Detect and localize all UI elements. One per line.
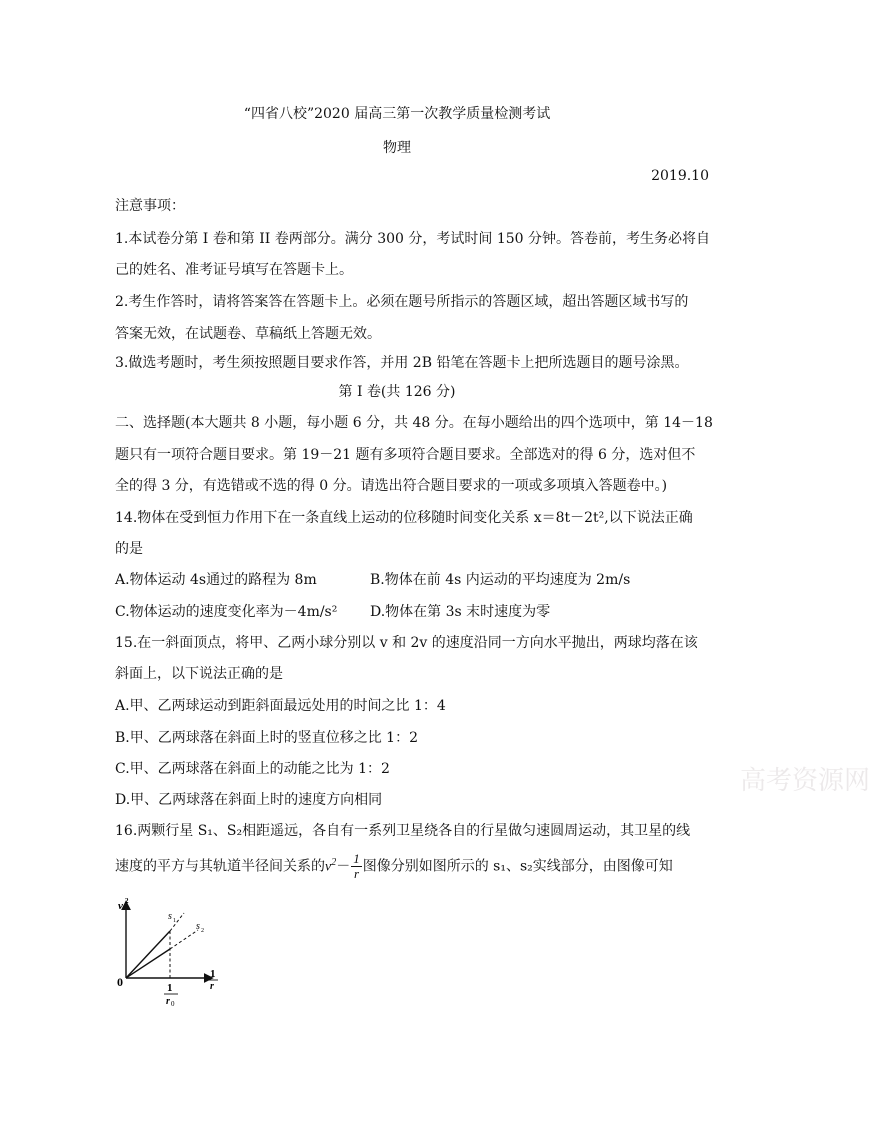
exam-title: “四省八校”2020 届高三第一次教学质量检测考试 — [243, 106, 551, 122]
q15-stem-line-2: 斜面上，以下说法正确的是 — [115, 666, 283, 682]
notice-item-2-line-2: 答案无效，在试题卷、草稿纸上答题无效。 — [115, 326, 381, 342]
s2-label: s — [196, 921, 200, 932]
q16-stem-line-1: 16.两颗行星 S₁、S₂相距遥远，各自有一系列卫星绕各自的行星做匀速圆周运动，其卫星的线 — [115, 823, 691, 839]
tick-label-numerator: 1 — [167, 982, 173, 994]
subject-title: 物理 — [383, 140, 411, 156]
s1-label: s — [168, 911, 172, 922]
s1-solid-line — [126, 931, 170, 978]
q15-option-b: B.甲、乙两球落在斜面上时的竖直位移之比 1：2 — [115, 730, 419, 746]
q15-stem-line-1: 15.在一斜面顶点，将甲、乙两小球分别以 v 和 2v 的速度沿同一方向水平抛出，两球均落在该 — [115, 635, 698, 651]
q14-option-a: A.物体运动 4s通过的路程为 8m — [115, 572, 317, 588]
notice-item-1-line-2: 己的姓名、准考证号填写在答题卡上。 — [115, 262, 353, 278]
q15-option-c: C.甲、乙两球落在斜面上的动能之比为 1：2 — [115, 761, 390, 777]
notice-item-3: 3.做选考题时，考生须按照题目要求作答，并用 2B 铅笔在答题卡上把所选题目的题号涂黑。 — [115, 355, 689, 371]
q16-stem-line-2-prefix: 速度的平方与其轨道半径间关系的 — [115, 858, 325, 875]
v2-vs-inverse-r-graph — [108, 895, 248, 1025]
notice-heading: 注意事项： — [115, 198, 185, 214]
section-title: 第 I 卷(共 126 分) — [338, 384, 456, 400]
tick-label-denominator: r — [166, 996, 170, 1007]
formula-v: v — [325, 859, 332, 875]
formula-fraction-numerator: 1 — [353, 851, 360, 867]
notice-item-1-line-1: 1.本试卷分第 I 卷和第 II 卷两部分。满分 300 分，考试时间 150 分钟。答卷前，考生务必将自 — [115, 231, 710, 247]
x-axis-label-numerator: 1 — [210, 968, 216, 980]
watermark: 高考资源网 — [740, 766, 870, 796]
q14-stem-line-1: 14.物体在受到恒力作用下在一条直线上运动的位移随时间变化关系 x＝8t－2t²,以下说法正确 — [115, 510, 693, 526]
q16-stem-line-2 — [115, 846, 673, 885]
s2-dashed-line — [170, 930, 198, 949]
origin-label: 0 — [117, 975, 123, 989]
x-axis-label-denominator: r — [210, 981, 214, 992]
q15-option-a: A.甲、乙两球运动到距斜面最远处用的时间之比 1：4 — [115, 698, 446, 714]
notice-item-2-line-1: 2.考生作答时，请将答案答在答题卡上。必须在题号所指示的答题区域，超出答题区域书写的 — [115, 294, 689, 310]
formula-fraction-denominator: r — [353, 866, 359, 882]
formula-superscript: 2 — [331, 857, 337, 868]
exam-date: 2019.10 — [651, 168, 709, 184]
y-axis-label: v — [118, 900, 123, 912]
q14-option-d: D.物体在第 3s 末时速度为零 — [370, 604, 551, 620]
section-intro-line-1: 二、选择题(本大题共 8 小题，每小题 6 分，共 48 分。在每小题给出的四个选项中，第 14－18 — [115, 415, 713, 431]
section-intro-line-2: 题只有一项符合题目要求。第 19－21 题有多项符合题目要求。全部选对的得 6 分，选对但不 — [115, 447, 696, 463]
q14-stem-line-2: 的是 — [115, 541, 143, 557]
q15-option-d: D.甲、乙两球落在斜面上时的速度方向相同 — [115, 792, 383, 808]
q14-option-b: B.物体在前 4s 内运动的平均速度为 2m/s — [370, 572, 631, 588]
tick-label-subscript: 0 — [171, 1000, 175, 1008]
formula-dash: － — [336, 858, 351, 875]
formula-fraction — [351, 852, 362, 881]
q16-stem-line-2-suffix: 图像分别如图所示的 s₁、s₂实线部分，由图像可知 — [362, 858, 673, 875]
y-axis-superscript: 2 — [125, 897, 129, 905]
s1-subscript: 1 — [173, 918, 176, 924]
s2-solid-line — [126, 949, 170, 978]
q14-option-c: C.物体运动的速度变化率为－4m/s² — [115, 604, 338, 620]
s2-subscript: 2 — [201, 928, 204, 934]
section-intro-line-3: 全的得 3 分，有选错或不选的得 0 分。请选出符合题目要求的一项或多项填入答题卷中。) — [115, 478, 668, 494]
